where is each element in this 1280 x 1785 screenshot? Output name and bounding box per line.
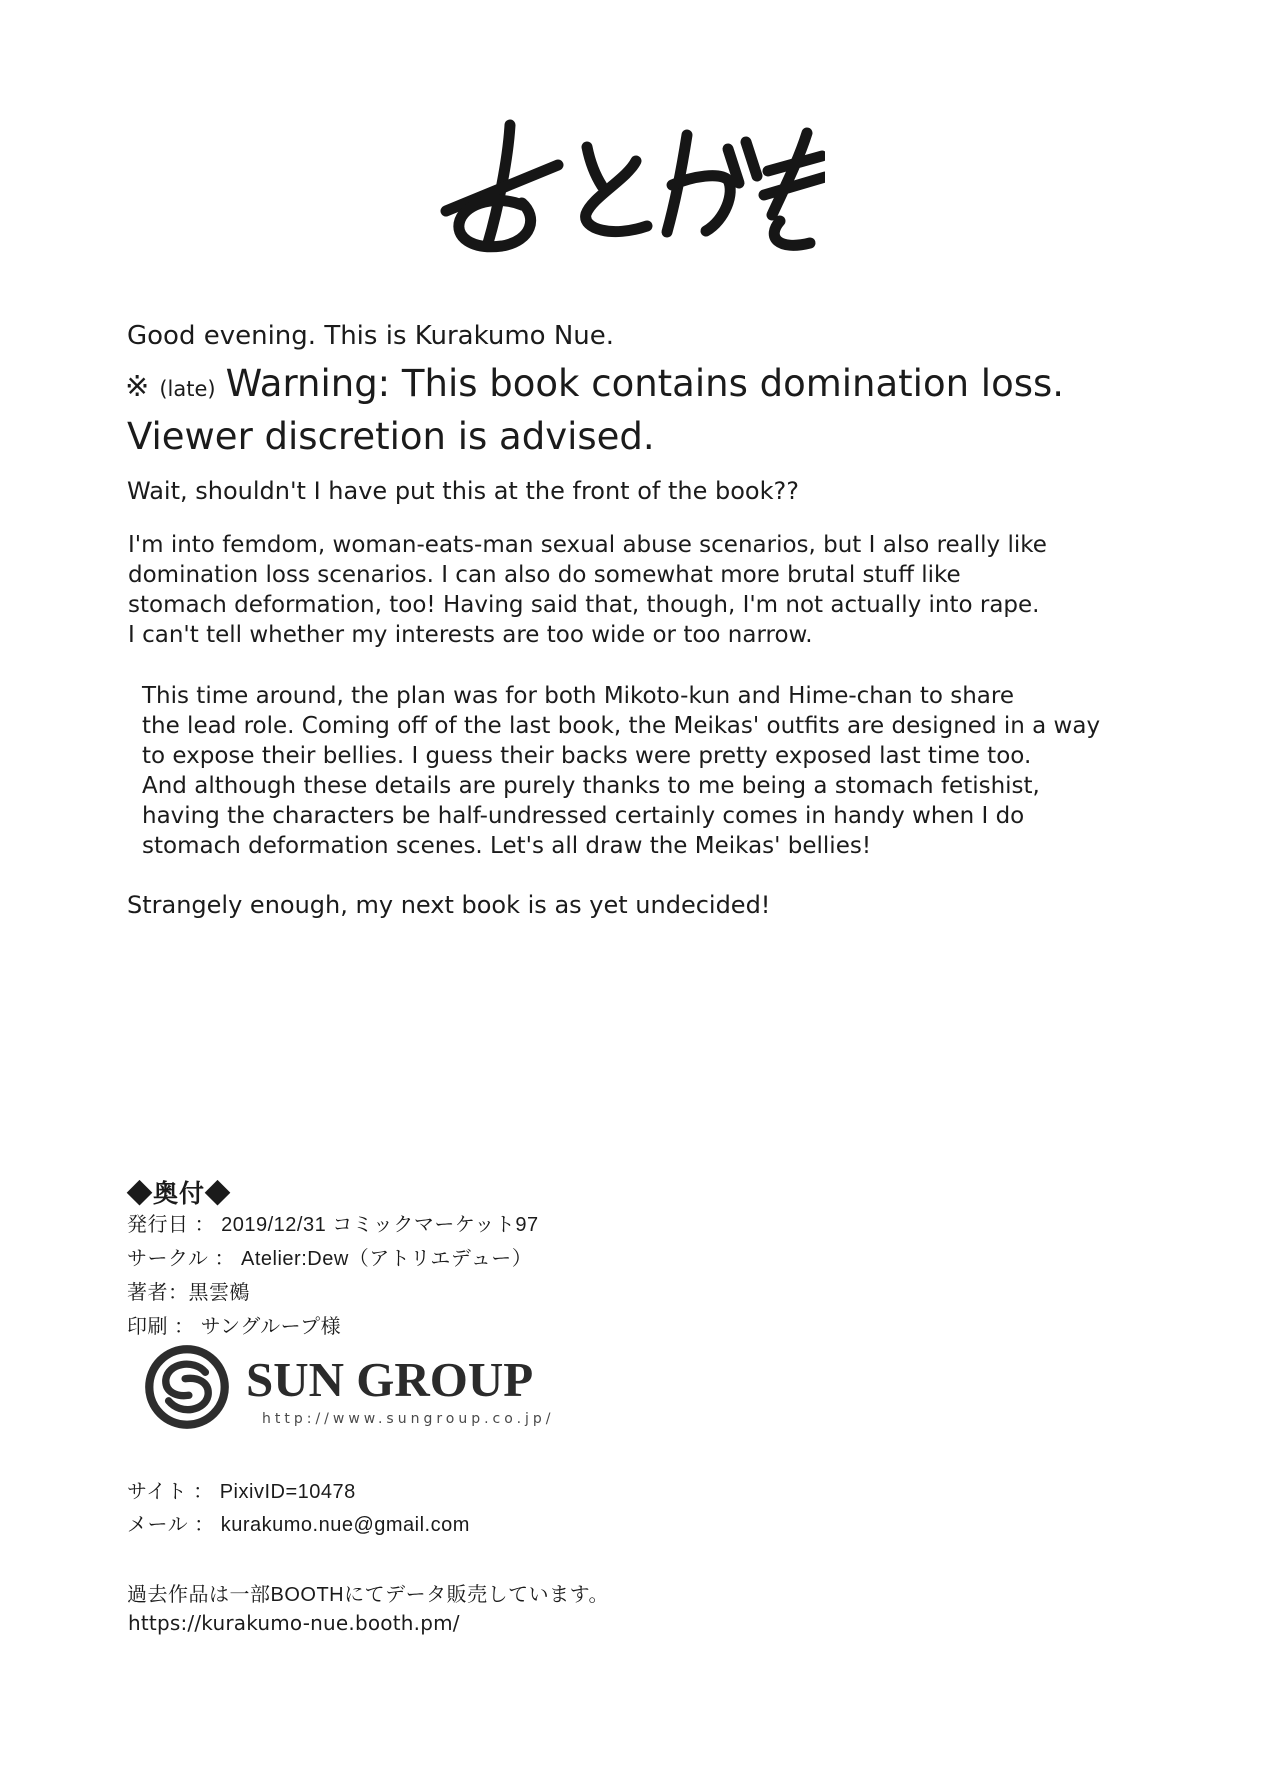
paragraph-1 (128, 530, 1158, 650)
paragraph-line: to expose their bellies. I guess their backs were pretty exposed last time too. (142, 743, 1032, 769)
sun-group-logo-text: SUN GROUP (246, 1352, 534, 1407)
paragraph-2 (142, 681, 1202, 861)
contact-row-site: サイト ： PixivID=10478 (127, 1481, 356, 1503)
colophon-rows (127, 1208, 539, 1344)
paragraph-line: stomach deformation scenes. Let's all draw the Meikas' bellies! (142, 833, 872, 859)
booth-url: https://kurakumo-nue.booth.pm/ (128, 1611, 460, 1635)
warning-line (125, 358, 1175, 417)
warning-text-line1: Warning: This book contains domination loss. (225, 362, 1065, 405)
aside-text: Wait, shouldn't I have put this at the front of the book?? (127, 477, 799, 505)
warning-text-line2: Viewer discretion is advised. (127, 415, 655, 458)
paragraph-line: stomach deformation, too! Having said that, though, I'm not actually into rape. (128, 592, 1040, 618)
paragraph-line: I'm into femdom, woman-eats-man sexual abuse scenarios, but I also really like (128, 532, 1047, 558)
contact-rows (127, 1476, 470, 1542)
paragraph-line: This time around, the plan was for both Mikoto-kun and Hime-chan to share (142, 683, 1015, 709)
colophon-row-circle: サークル ： Atelier:Dew（アトリエデュー） (127, 1248, 533, 1270)
colophon-row-printer: 印刷 ： サングループ様 (127, 1316, 342, 1338)
paragraph-line: the lead role. Coming off of the last book, the Meikas' outfits are designed in a way (142, 713, 1101, 739)
colophon-row-author: 著者：黒雲鵺 (127, 1282, 250, 1304)
greeting-text: Good evening. This is Kurakumo Nue. (127, 321, 615, 351)
booth-note: 過去作品は一部BOOTHにてデータ販売しています。 (127, 1584, 610, 1606)
paragraph-line: I can't tell whether my interests are too wide or too narrow. (128, 622, 813, 648)
warning-late-note: (late) (159, 377, 216, 401)
sun-group-logo-icon (141, 1341, 233, 1433)
reference-mark: ※ (125, 371, 150, 403)
closing-text: Strangely enough, my next book is as yet undecided! (127, 891, 771, 919)
contact-row-mail: メール ： kurakumo.nue@gmail.com (127, 1514, 470, 1536)
paragraph-line: having the characters be half-undressed certainly comes in handy when I do (142, 803, 1025, 829)
colophon-row-publish-date: 発行日 ： 2019/12/31 コミックマーケット97 (127, 1214, 539, 1236)
colophon-heading: ◆奥付◆ (127, 1180, 232, 1208)
paragraph-line: domination loss scenarios. I can also do somewhat more brutal stuff like (128, 562, 961, 588)
sun-group-url: http://www.sungroup.co.jp/ (262, 1411, 555, 1427)
handwritten-title-atogaki-icon (440, 116, 825, 258)
paragraph-line: And although these details are purely thanks to me being a stomach fetishist, (142, 773, 1040, 799)
page-title (440, 116, 825, 258)
